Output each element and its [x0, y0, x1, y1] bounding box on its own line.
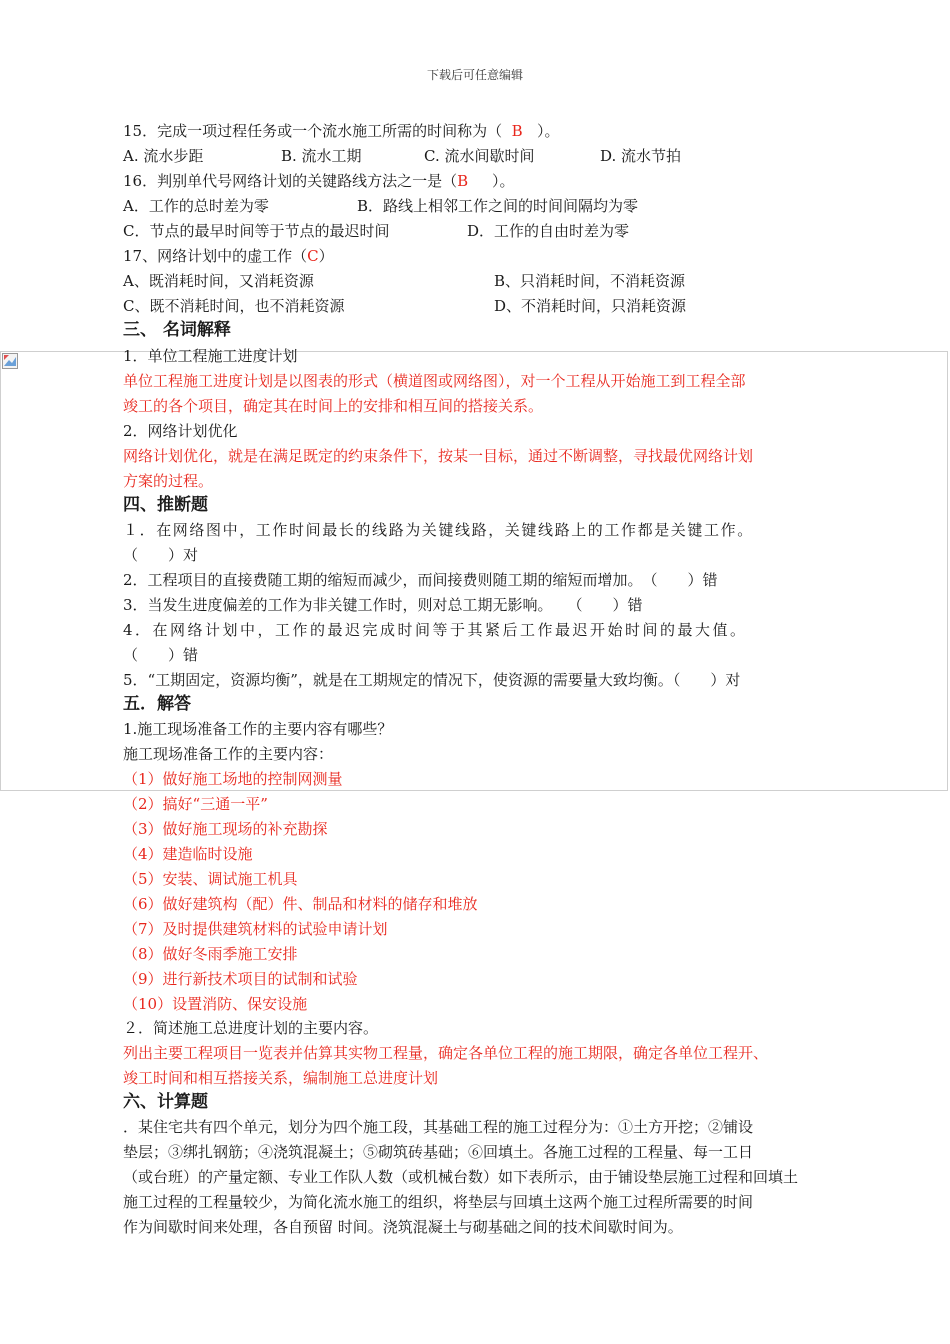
prep-item: （9）进行新技术项目的试制和试验	[123, 970, 358, 988]
q15-option-b: B. 流水工期	[281, 147, 362, 165]
q17-option-c: C、既不消耗时间，也不消耗资源	[123, 297, 345, 315]
answer-question-2-line-1: 列出主要工程项目一览表并估算其实物工程量，确定各单位工程的施工期限，确定各单位工程开、	[123, 1044, 769, 1062]
prep-item: （5）安装、调试施工机具	[123, 870, 298, 888]
section-4-title: 四、推断题	[123, 495, 208, 515]
judge-2: 2．工程项目的直接费随工期的缩短而减少，而间接费则随工期的缩短而增加。 （ ）错	[123, 571, 718, 589]
answer-question-2: ２．简述施工总进度计划的主要内容。	[123, 1019, 379, 1037]
question-16: 16．判别单代号网络计划的关键路线方法之一是（B ）。	[123, 172, 515, 190]
prep-item: （8）做好冬雨季施工安排	[123, 945, 298, 963]
prep-item: （1）做好施工场地的控制网测量	[123, 770, 343, 788]
answer-question-1: 1.施工现场准备工作的主要内容有哪些？	[123, 720, 393, 738]
prep-item: （3）做好施工现场的补充勘探	[123, 820, 328, 838]
broken-image-icon	[2, 353, 18, 369]
q15-option-d: D. 流水节拍	[600, 147, 682, 165]
term-1-question: 1．单位工程施工进度计划	[123, 347, 298, 365]
term-1-answer-line-2: 竣工的各个项目，确定其在时间上的安排和相互间的搭接关系。	[123, 397, 544, 415]
prep-item: （10）设置消防、保安设施	[123, 995, 308, 1013]
judge-3: 3．当发生进度偏差的工作为非关键工作时，则对总工期无影响。 （ ）错	[123, 596, 643, 614]
q15-option-c: C. 流水间歇时间	[424, 147, 535, 165]
question-15: 15．完成一项过程任务或一个流水施工所需的时间称为（ B ）。	[123, 122, 560, 140]
judge-1-answer: （ ）对	[123, 546, 199, 564]
q17-option-b: B、只消耗时间，不消耗资源	[494, 272, 686, 290]
calc-text-line: 施工过程的工程量较少，为简化流水施工的组织，将垫层与回填土这两个施工过程所需要的时间	[123, 1193, 754, 1211]
prep-item: （4）建造临时设施	[123, 845, 253, 863]
prep-item: （2）搞好“三通一平”	[123, 795, 268, 813]
judge-1: １．在网络图中，工作时间最长的线路为关键线路，关键线路上的工作都是关键工作。	[123, 521, 754, 539]
judge-4: 4．在网络计划中，工作的最迟完成时间等于其紧后工作最迟开始时间的最大值。	[123, 621, 748, 639]
q17-option-a: A、既消耗时间，又消耗资源	[123, 272, 314, 290]
q15-option-a: A. 流水步距	[123, 147, 204, 165]
judge-4-answer: （ ）错	[123, 646, 199, 664]
q16-option-c: C．节点的最早时间等于节点的最迟时间	[123, 222, 390, 240]
answer-question-1-intro: 施工现场准备工作的主要内容：	[123, 745, 334, 763]
q16-option-b: B．路线上相邻工作之间的时间间隔均为零	[357, 197, 639, 215]
section-6-title: 六、计算题	[123, 1092, 208, 1112]
calc-text-line: ．某住宅共有四个单元，划分为四个施工段，其基础工程的施工过程分为：①土方开挖；②铺设	[123, 1118, 754, 1136]
q17-option-d: D、不消耗时间，只消耗资源	[494, 297, 687, 315]
section-3-title: 三、 名词解释	[123, 320, 231, 340]
term-2-answer-line-1: 网络计划优化，就是在满足既定的约束条件下，按某一目标，通过不断调整，寻找最优网络计划	[123, 447, 754, 465]
prep-item: （7）及时提供建筑材料的试验申请计划	[123, 920, 388, 938]
answer-question-2-line-2: 竣工时间和相互搭接关系，编制施工总进度计划	[123, 1069, 439, 1087]
term-1-answer-line-1: 单位工程施工进度计划是以图表的形式（横道图或网络图），对一个工程从开始施工到工程全部	[123, 372, 746, 390]
page-header: 下载后可任意编辑	[426, 68, 523, 82]
q16-option-a: A．工作的总时差为零	[123, 197, 269, 215]
prep-item: （6）做好建筑构（配）件、制品和材料的储存和堆放	[123, 895, 478, 913]
calc-text-line: 垫层；③绑扎钢筋；④浇筑混凝土；⑤砌筑砖基础；⑥回填土。各施工过程的工程量、每一工日	[123, 1143, 754, 1161]
calc-text-line: 作为间歇时间来处理，各自预留 时间。浇筑混凝土与砌基础之间的技术间歇时间为。	[123, 1218, 683, 1236]
judge-5: 5．“工期固定，资源均衡”，就是在工期规定的情况下，使资源的需要量大致均衡。（ ）对	[123, 671, 741, 689]
section-5-title: 五．解答	[123, 694, 191, 714]
term-2-question: 2．网络计划优化	[123, 422, 238, 440]
question-17: 17、网络计划中的虚工作（C）	[123, 247, 334, 265]
term-2-answer-line-2: 方案的过程。	[123, 472, 214, 490]
q16-option-d: D．工作的自由时差为零	[467, 222, 630, 240]
calc-text-line: （或台班）的产量定额、专业工作队人数（或机械台数）如下表所示，由于铺设垫层施工过程和回填土	[123, 1168, 799, 1186]
